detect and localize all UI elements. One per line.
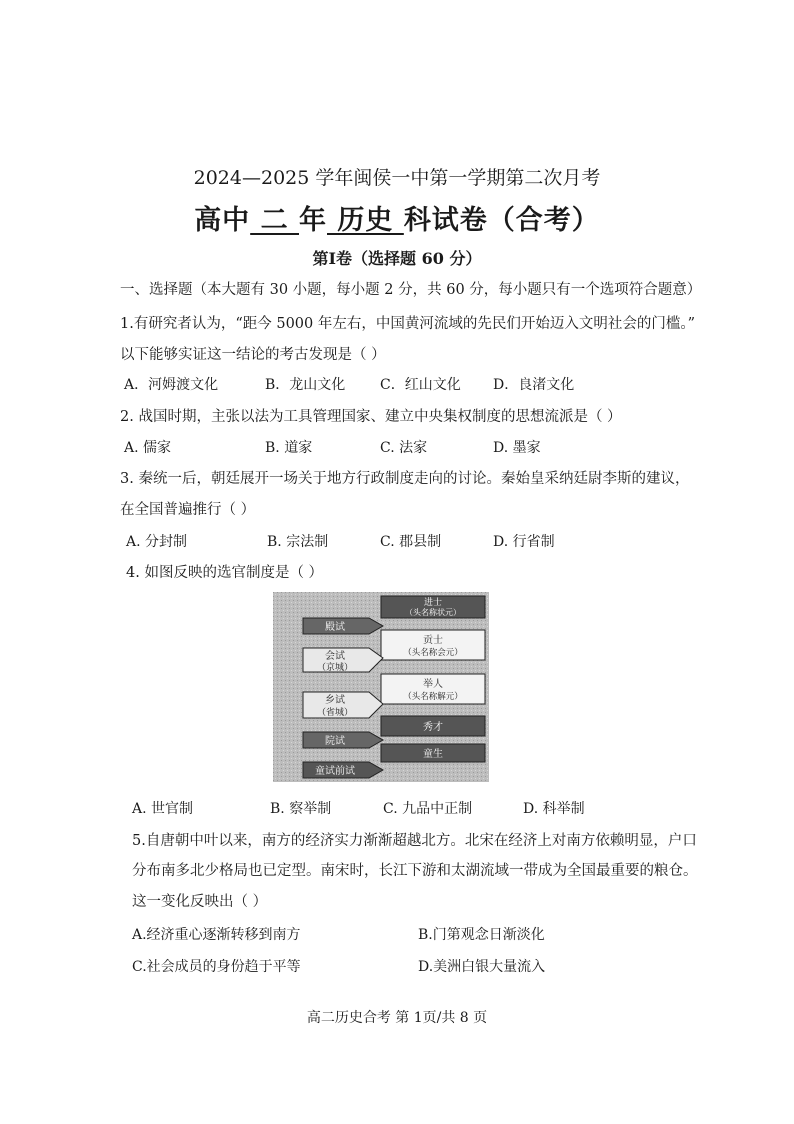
exam-system-diagram xyxy=(273,592,489,782)
title-year: 年 xyxy=(299,205,327,236)
question-1-option-a[interactable]: A．河姆渡文化 xyxy=(124,377,219,393)
question-2-option-a[interactable]: A. 儒家 xyxy=(124,440,172,456)
question-5-line-3: 这一变化反映出（ ） xyxy=(132,894,268,910)
question-1-option-d[interactable]: D．良渚文化 xyxy=(493,377,575,393)
section-instruction: 一、选择题（本大题有 30 小题，每小题 2 分，共 60 分，每小题只有一个选项符合题意） xyxy=(120,282,702,298)
question-3-line-2: 在全国普遍推行（ ） xyxy=(120,502,256,518)
question-3-option-a[interactable]: A. 分封制 xyxy=(126,534,188,550)
label-yuanshi: 院试 xyxy=(325,736,345,747)
title-grade: 二 xyxy=(250,205,299,236)
label-huishi-place: （京城） xyxy=(316,663,354,673)
question-4-line-1: 4. 如图反映的选官制度是（ ） xyxy=(126,565,324,581)
label-huishi: 会试 xyxy=(325,651,345,662)
label-tongsheng: 童生 xyxy=(423,749,443,760)
question-4-option-a[interactable]: A. 世官制 xyxy=(132,801,194,817)
page-title xyxy=(0,198,794,237)
page-footer: 高二历史合考 第 1页/共 8 页 xyxy=(306,1010,488,1026)
label-juren-note: （头名称解元） xyxy=(403,692,463,702)
label-xiucai: 秀才 xyxy=(423,722,443,733)
question-1-line-2: 以下能够实证这一结论的考古发现是（ ） xyxy=(120,347,386,363)
question-1-option-b[interactable]: B．龙山文化 xyxy=(265,377,346,393)
question-2-option-b[interactable]: B. 道家 xyxy=(265,440,313,456)
question-5-line-2: 分布南多北少格局也已定型。南宋时，长江下游和太湖流域一带成为全国最重要的粮仓。 xyxy=(132,863,698,879)
question-5-option-b[interactable]: B.门第观念日渐淡化 xyxy=(418,927,545,943)
question-4-option-b[interactable]: B. 察举制 xyxy=(270,801,332,817)
title-subject: 历史 xyxy=(327,205,404,236)
question-5-option-a[interactable]: A.经济重心逐渐转移到南方 xyxy=(132,927,301,943)
question-4-option-c[interactable]: C. 九品中正制 xyxy=(383,801,473,817)
question-3-line-1: 3. 秦统一后，朝廷展开一场关于地方行政制度走向的讨论。秦始皇采纳廷尉李斯的建议， xyxy=(120,471,690,487)
question-1-option-c[interactable]: C．红山文化 xyxy=(380,377,461,393)
label-gongshi: 贡士 xyxy=(423,635,443,646)
exam-header: 2024—2025 学年闽侯一中第一学期第二次月考 xyxy=(193,167,601,189)
question-3-option-b[interactable]: B. 宗法制 xyxy=(267,534,329,550)
question-2-line-1: 2. 战国时期，主张以法为工具管理国家、建立中央集权制度的思想流派是（ ） xyxy=(120,409,622,425)
question-2-option-c[interactable]: C. 法家 xyxy=(380,440,428,456)
question-5-line-1: 5.自唐朝中叶以来，南方的经济实力渐渐超越北方。北宋在经济上对南方依赖明显，户口 xyxy=(132,833,697,849)
label-xiangshi-place: （省城） xyxy=(316,708,354,718)
label-dianshi: 殿试 xyxy=(325,622,345,633)
question-1-line-1: 1.有研究者认为，“距今 5000 年左右，中国黄河流域的先民们开始迈入文明社会的门槛。” xyxy=(120,316,696,332)
label-juren: 举人 xyxy=(423,679,443,690)
question-4-option-d[interactable]: D. 科举制 xyxy=(523,801,585,817)
title-suffix: 科试卷（合考） xyxy=(403,205,600,236)
label-tongshi: 童试前试 xyxy=(315,766,355,777)
label-jinshi-note: （头名称状元） xyxy=(405,608,461,617)
question-3-option-d[interactable]: D. 行省制 xyxy=(493,534,555,550)
label-gongshi-note: （头名称会元） xyxy=(403,648,463,658)
question-3-option-c[interactable]: C. 郡县制 xyxy=(380,534,442,550)
title-prefix: 高中 xyxy=(194,205,251,236)
question-5-option-d[interactable]: D.美洲白银大量流入 xyxy=(418,959,546,975)
question-2-option-d[interactable]: D. 墨家 xyxy=(493,440,541,456)
label-jinshi: 进士 xyxy=(423,598,443,608)
volume-heading: 第Ⅰ卷（选择题 60 分） xyxy=(312,249,482,268)
label-xiangshi: 乡试 xyxy=(325,695,345,706)
question-5-option-c[interactable]: C.社会成员的身份趋于平等 xyxy=(132,959,301,975)
